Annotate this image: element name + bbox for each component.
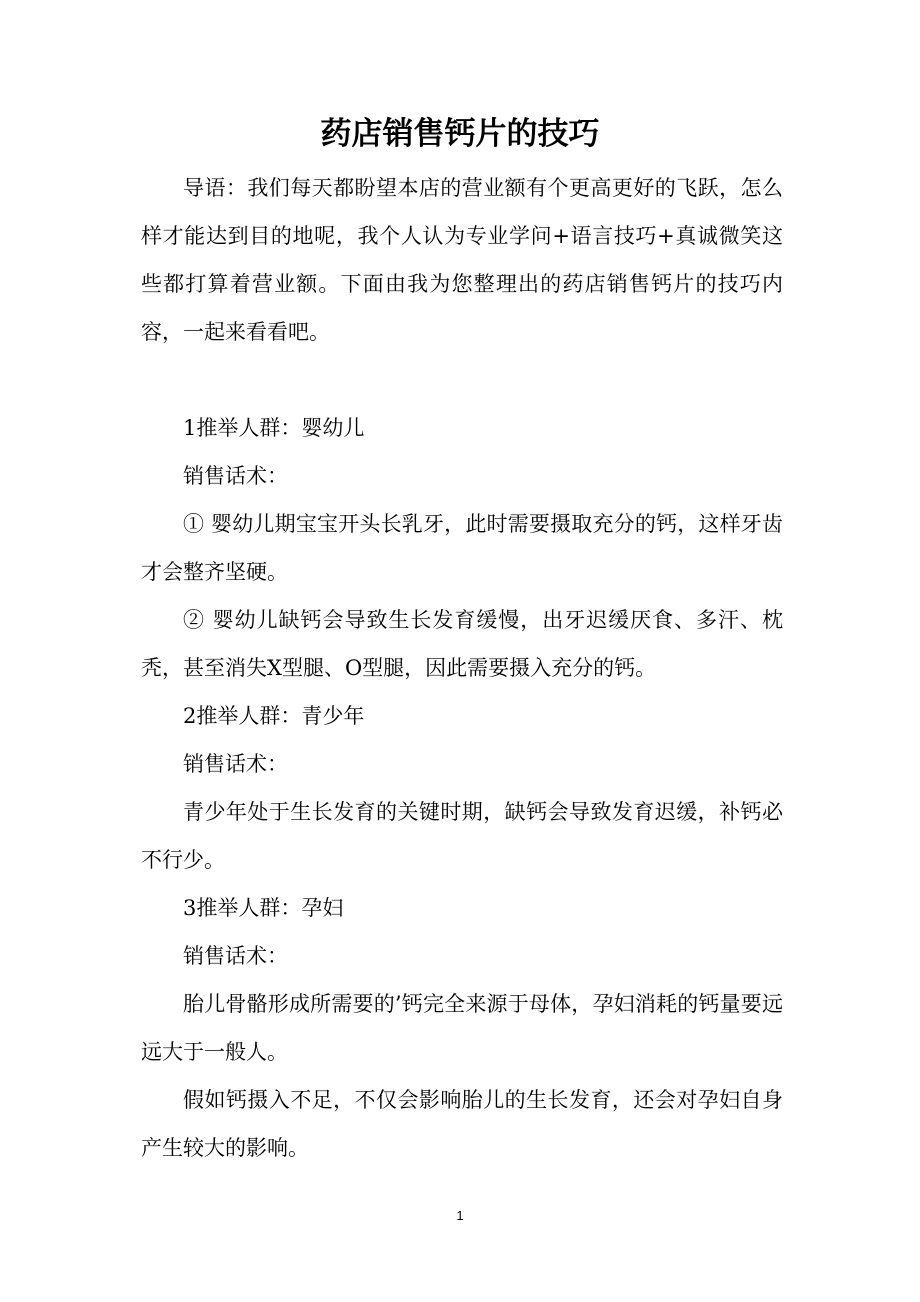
pregnancy-paragraph-2: 假如钙摄入不足，不仅会影响胎儿的生长发育，还会对孕妇自身产生较大的影响。 — [141, 1088, 783, 1160]
document-title: 药店销售钙片的技巧 — [320, 116, 600, 152]
section-heading-teenagers: 2推举人群：青少年 — [183, 704, 365, 728]
sales-script-label: 销售话术： — [183, 752, 288, 776]
page-number: 1 — [456, 1208, 464, 1223]
paragraph-spacer — [141, 356, 783, 404]
sales-script-label: 销售话术： — [183, 944, 288, 968]
teenager-paragraph: 青少年处于生长发育的关键时期，缺钙会导致发育迟缓，补钙必不行少。 — [141, 800, 783, 872]
infant-point-2: ② 婴幼儿缺钙会导致生长发育缓慢，出牙迟缓厌食、多汗、枕秃，甚至消失X型腿、O型腿，因此需要摄入充分的钙。 — [141, 608, 783, 680]
section-heading-infants: 1推举人群：婴幼儿 — [183, 416, 365, 440]
document-body — [141, 164, 783, 1172]
infant-point-1: ① 婴幼儿期宝宝开头长乳牙，此时需要摄取充分的钙，这样牙齿才会整齐坚硬。 — [141, 512, 783, 584]
section-heading-pregnant-women: 3推举人群：孕妇 — [183, 896, 344, 920]
pregnancy-paragraph-1: 胎儿骨骼形成所需要的’钙完全来源于母体，孕妇消耗的钙量要远远大于一般人。 — [141, 992, 783, 1064]
sales-script-label: 销售话术： — [183, 464, 288, 488]
intro-paragraph: 导语：我们每天都盼望本店的营业额有个更高更好的飞跃，怎么样才能达到目的地呢，我个人认为专业学问+语言技巧+真诚微笑这些都打算着营业额。下面由我为您整理出的药店销售钙片的技巧内容，一起来看看吧。 — [141, 176, 783, 344]
